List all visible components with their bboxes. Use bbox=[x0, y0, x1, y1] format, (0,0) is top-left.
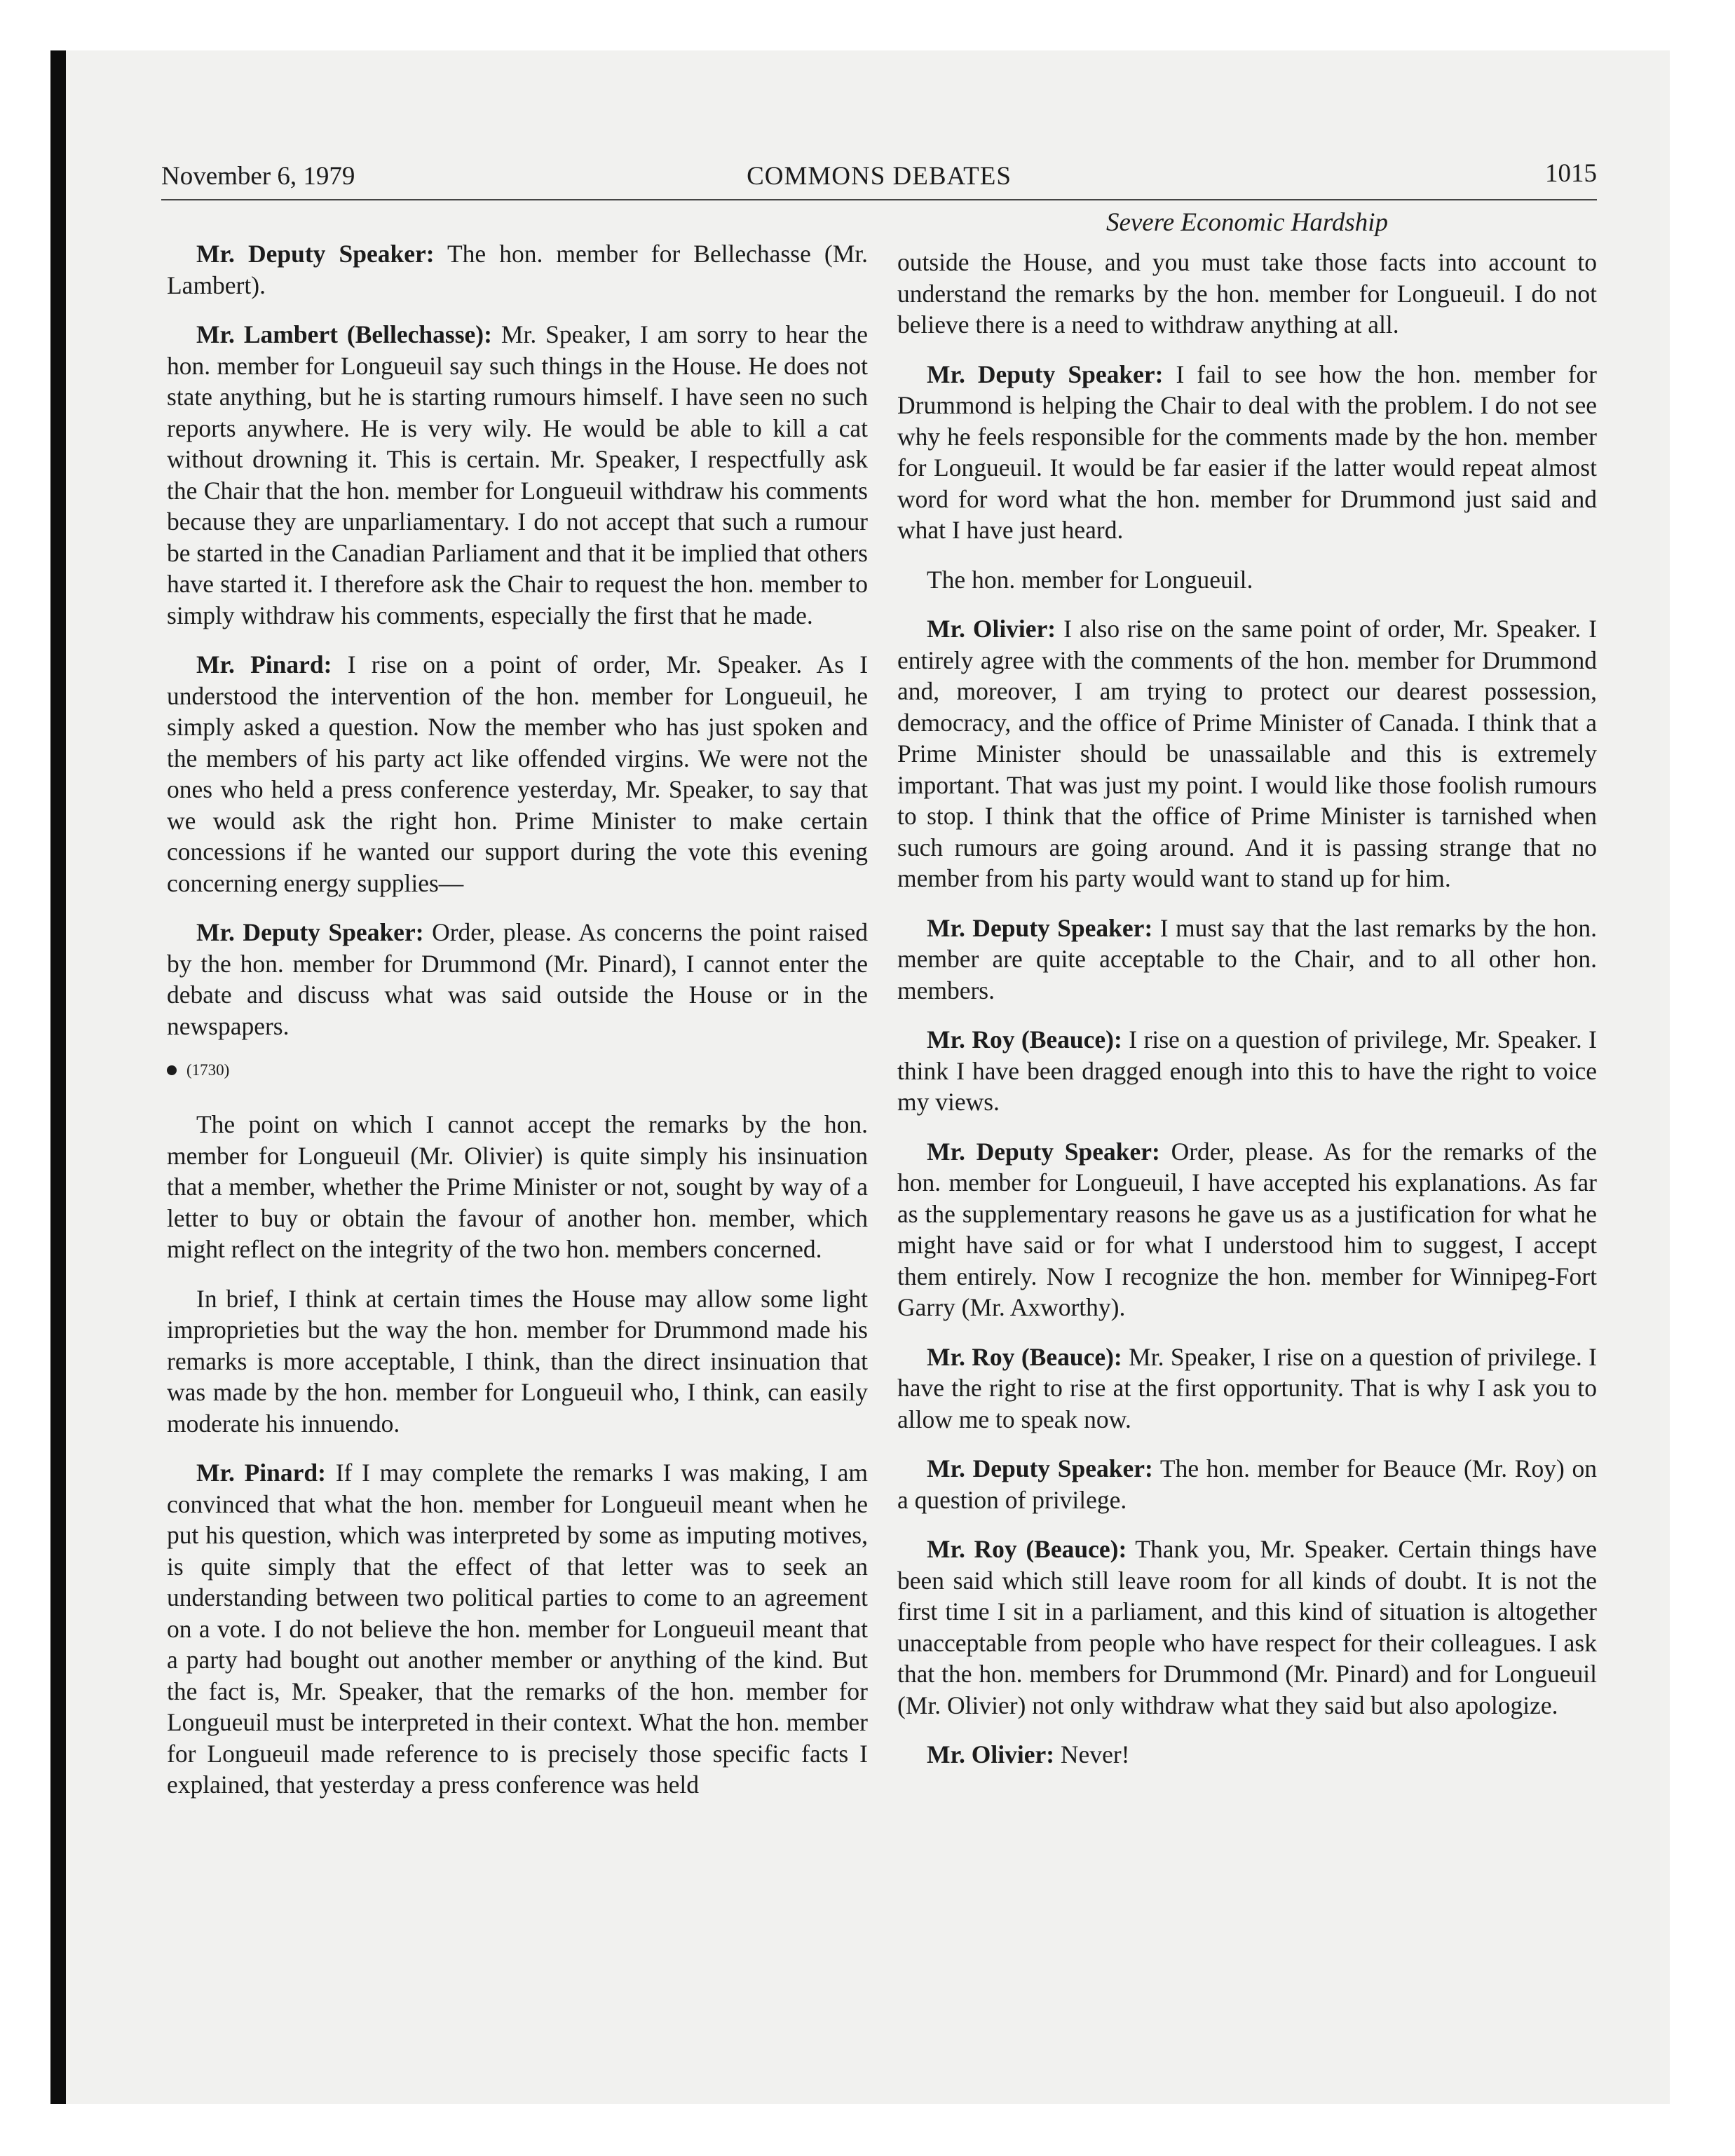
header-date: November 6, 1979 bbox=[161, 162, 355, 191]
paragraph bbox=[167, 319, 868, 631]
speaker-name: Mr. Pinard: bbox=[196, 1459, 326, 1487]
speaker-name: Mr. Olivier: bbox=[927, 615, 1056, 643]
paragraph bbox=[897, 1342, 1597, 1435]
paragraph-text: Mr. Speaker, I rise on a question of privilege. I have the right to rise at the first opportunity. That is why I ask you to allow me to speak now. bbox=[897, 1342, 1598, 1433]
paragraph bbox=[167, 649, 868, 899]
paragraph-text: I also rise on the same point of order, Mr. Speaker. I entirely agree with the comments of the hon. member for Drummond and, moreover, I am trying to protect our dearest possession, democracy, and the office of Prime Minister of Canada. I think that a Prime Minister should be unassailable and this is extremely important. That was just my point. I would like those foolish rumours to stop. I think that the office of Prime Minister is tarnished when such rumours are going around. And it is passing strange that no member from his party would want to stand up for him. bbox=[897, 615, 1598, 892]
left-column bbox=[167, 238, 868, 1819]
speaker-name: Mr. Deputy Speaker: bbox=[927, 360, 1164, 388]
paragraph-text: Thank you, Mr. Speaker. Certain things have been said which still leave room for all kinds of doubt. It is not the first time I sit in a parliament, and this kind of situation is altogether unacceptable from people who have respect for their colleagues. I ask that the hon. members for Drummond (Mr. Pinard) and for Longueuil (Mr. Olivier) not only withdraw what they said but also apologize. bbox=[897, 1535, 1597, 1719]
page-header bbox=[161, 156, 1597, 200]
paragraph bbox=[897, 1024, 1597, 1118]
bullet-icon bbox=[167, 1065, 177, 1075]
paragraph bbox=[167, 1457, 868, 1801]
paragraph bbox=[897, 564, 1597, 596]
timestamp: (1730) bbox=[186, 1061, 230, 1079]
paragraph-text: I rise on a point of order, Mr. Speaker. As I understood the intervention of the hon. member for Longueuil, he simply asked a question. Now the member who has just spoken and the members of his party act like offended virgins. We were not the ones who held a press conference yesterday, Mr. Speaker, to say that we would ask the right hon. Prime Minister to make certain concessions if he wanted our support during the vote this evening concerning energy supplies— bbox=[167, 650, 869, 897]
paragraph-text: If I may complete the remarks I was making, I am convinced that what the hon. member for Longueuil meant when he put his question, which was interpreted by some as imputing motives, is quite simply that the effect of that letter was to seek an understanding between two political parties to come to an agreement on a vote. I do not believe the hon. member for Longueuil meant that a party had bought out another member or anything of the kind. But the fact is, Mr. Speaker, that the remarks of the hon. member for Longueuil must be interpreted in their context. What the hon. member for Longueuil made reference to is precisely those specific facts I explained, that yesterday a press conference was held bbox=[167, 1459, 869, 1799]
running-head: Severe Economic Hardship bbox=[1105, 208, 1389, 237]
paragraph-text: The hon. member for Longueuil. bbox=[927, 565, 1253, 594]
paragraph-text: outside the House, and you must take those facts into account to understand the remarks by the hon. member for Longueuil. I do not believe there is a need to withdraw anything at all. bbox=[897, 248, 1597, 339]
paragraph bbox=[897, 359, 1597, 546]
paragraph bbox=[897, 1534, 1597, 1721]
paragraph bbox=[897, 247, 1597, 341]
speaker-name: Mr. Deputy Speaker: bbox=[196, 240, 435, 268]
paragraph-text: I must say that the last remarks by the hon. member are quite acceptable to the Chair, and to all other hon. members. bbox=[897, 913, 1597, 1004]
paragraph-text: The hon. member for Beauce (Mr. Roy) on a question of privilege. bbox=[897, 1454, 1598, 1514]
speaker-name: Mr. Deputy Speaker: bbox=[196, 918, 424, 946]
speaker-name: Mr. Deputy Speaker: bbox=[927, 1454, 1153, 1482]
paragraph-text: The point on which I cannot accept the remarks by the hon. member for Longueuil (Mr. Olivier) is quite simply his insinuation that a member, whether the Prime Minister or not, sought by way of a letter to buy or obtain the favour of another hon. member, which might reflect on the integrity of the two hon. members concerned. bbox=[167, 1110, 868, 1263]
speaker-name: Mr. Deputy Speaker: bbox=[927, 913, 1153, 942]
paragraph-text: I fail to see how the hon. member for Drummond is helping the Chair to deal with the problem. I do not see why he feels responsible for the comments made by the hon. member for Longueuil. It would be far easier if the latter would repeat almost word for word what the hon. member for Drummond just said and what I have just heard. bbox=[897, 360, 1598, 544]
paragraph-text: I rise on a question of privilege, Mr. Speaker. I think I have been dragged enough into this to have the right to voice my views. bbox=[897, 1025, 1597, 1116]
speaker-name: Mr. Pinard: bbox=[196, 650, 332, 678]
paragraph bbox=[167, 1283, 868, 1440]
header-page-number: 1015 bbox=[1545, 159, 1597, 188]
paragraph-text: Order, please. As concerns the point raised by the hon. member for Drummond (Mr. Pinard), I cannot enter the debate and discuss what was said outside the House or in the newspapers. bbox=[167, 918, 869, 1040]
paragraph bbox=[897, 1453, 1597, 1515]
speaker-name: Mr. Roy (Beauce): bbox=[927, 1025, 1122, 1053]
paragraph bbox=[167, 917, 868, 1042]
speaker-name: Mr. Lambert (Bellechasse): bbox=[196, 320, 492, 348]
paragraph-text: Mr. Speaker, I am sorry to hear the hon. member for Longueuil say such things in the House. He does not state anything, but he is starting rumours himself. I have seen no such reports anywhere. He is very wily. He would be able to kill a cat without drowning it. This is certain. Mr. Speaker, I respectfully ask the Chair that the hon. member for Longueuil withdraw his comments because they are unparliamentary. I do not accept that such a rumour be started in the Canadian Parliament and that it be implied that others have started it. I therefore ask the Chair to request the hon. member to simply withdraw his comments, especially the first that he made. bbox=[167, 320, 869, 629]
binding-edge bbox=[50, 50, 66, 2104]
speaker-name: Mr. Roy (Beauce): bbox=[927, 1342, 1122, 1371]
paragraph-text: The hon. member for Bellechasse (Mr. Lambert). bbox=[167, 240, 869, 299]
header-publication: COMMONS DEBATES bbox=[747, 162, 1012, 191]
paragraph bbox=[167, 238, 868, 301]
paragraph bbox=[897, 913, 1597, 1007]
right-column bbox=[897, 247, 1597, 1789]
paragraph bbox=[897, 613, 1597, 894]
speaker-name: Mr. Deputy Speaker: bbox=[927, 1137, 1160, 1166]
speaker-name: Mr. Roy (Beauce): bbox=[927, 1535, 1127, 1563]
timestamp-marker bbox=[167, 1060, 868, 1081]
speaker-name: Mr. Olivier: bbox=[927, 1740, 1055, 1768]
paragraph bbox=[897, 1739, 1597, 1770]
paragraph bbox=[897, 1136, 1597, 1323]
paragraph-text: Order, please. As for the remarks of the hon. member for Longueuil, I have accepted his explanations. As far as the supplementary reasons he gave us as a justification for what he might have said or for what I understood him to suggest, I accept them entirely. Now I recognize the hon. member for Winnipeg-Fort Garry (Mr. Axworthy). bbox=[897, 1137, 1598, 1321]
paragraph-text: In brief, I think at certain times the House may allow some light improprieties but the way the hon. member for Drummond made his remarks is more acceptable, I think, than the direct insinuation that was made by the hon. member for Longueuil who, I think, can easily moderate his innuendo. bbox=[167, 1284, 868, 1438]
paragraph-text: Never! bbox=[1060, 1740, 1130, 1768]
paragraph bbox=[167, 1109, 868, 1265]
